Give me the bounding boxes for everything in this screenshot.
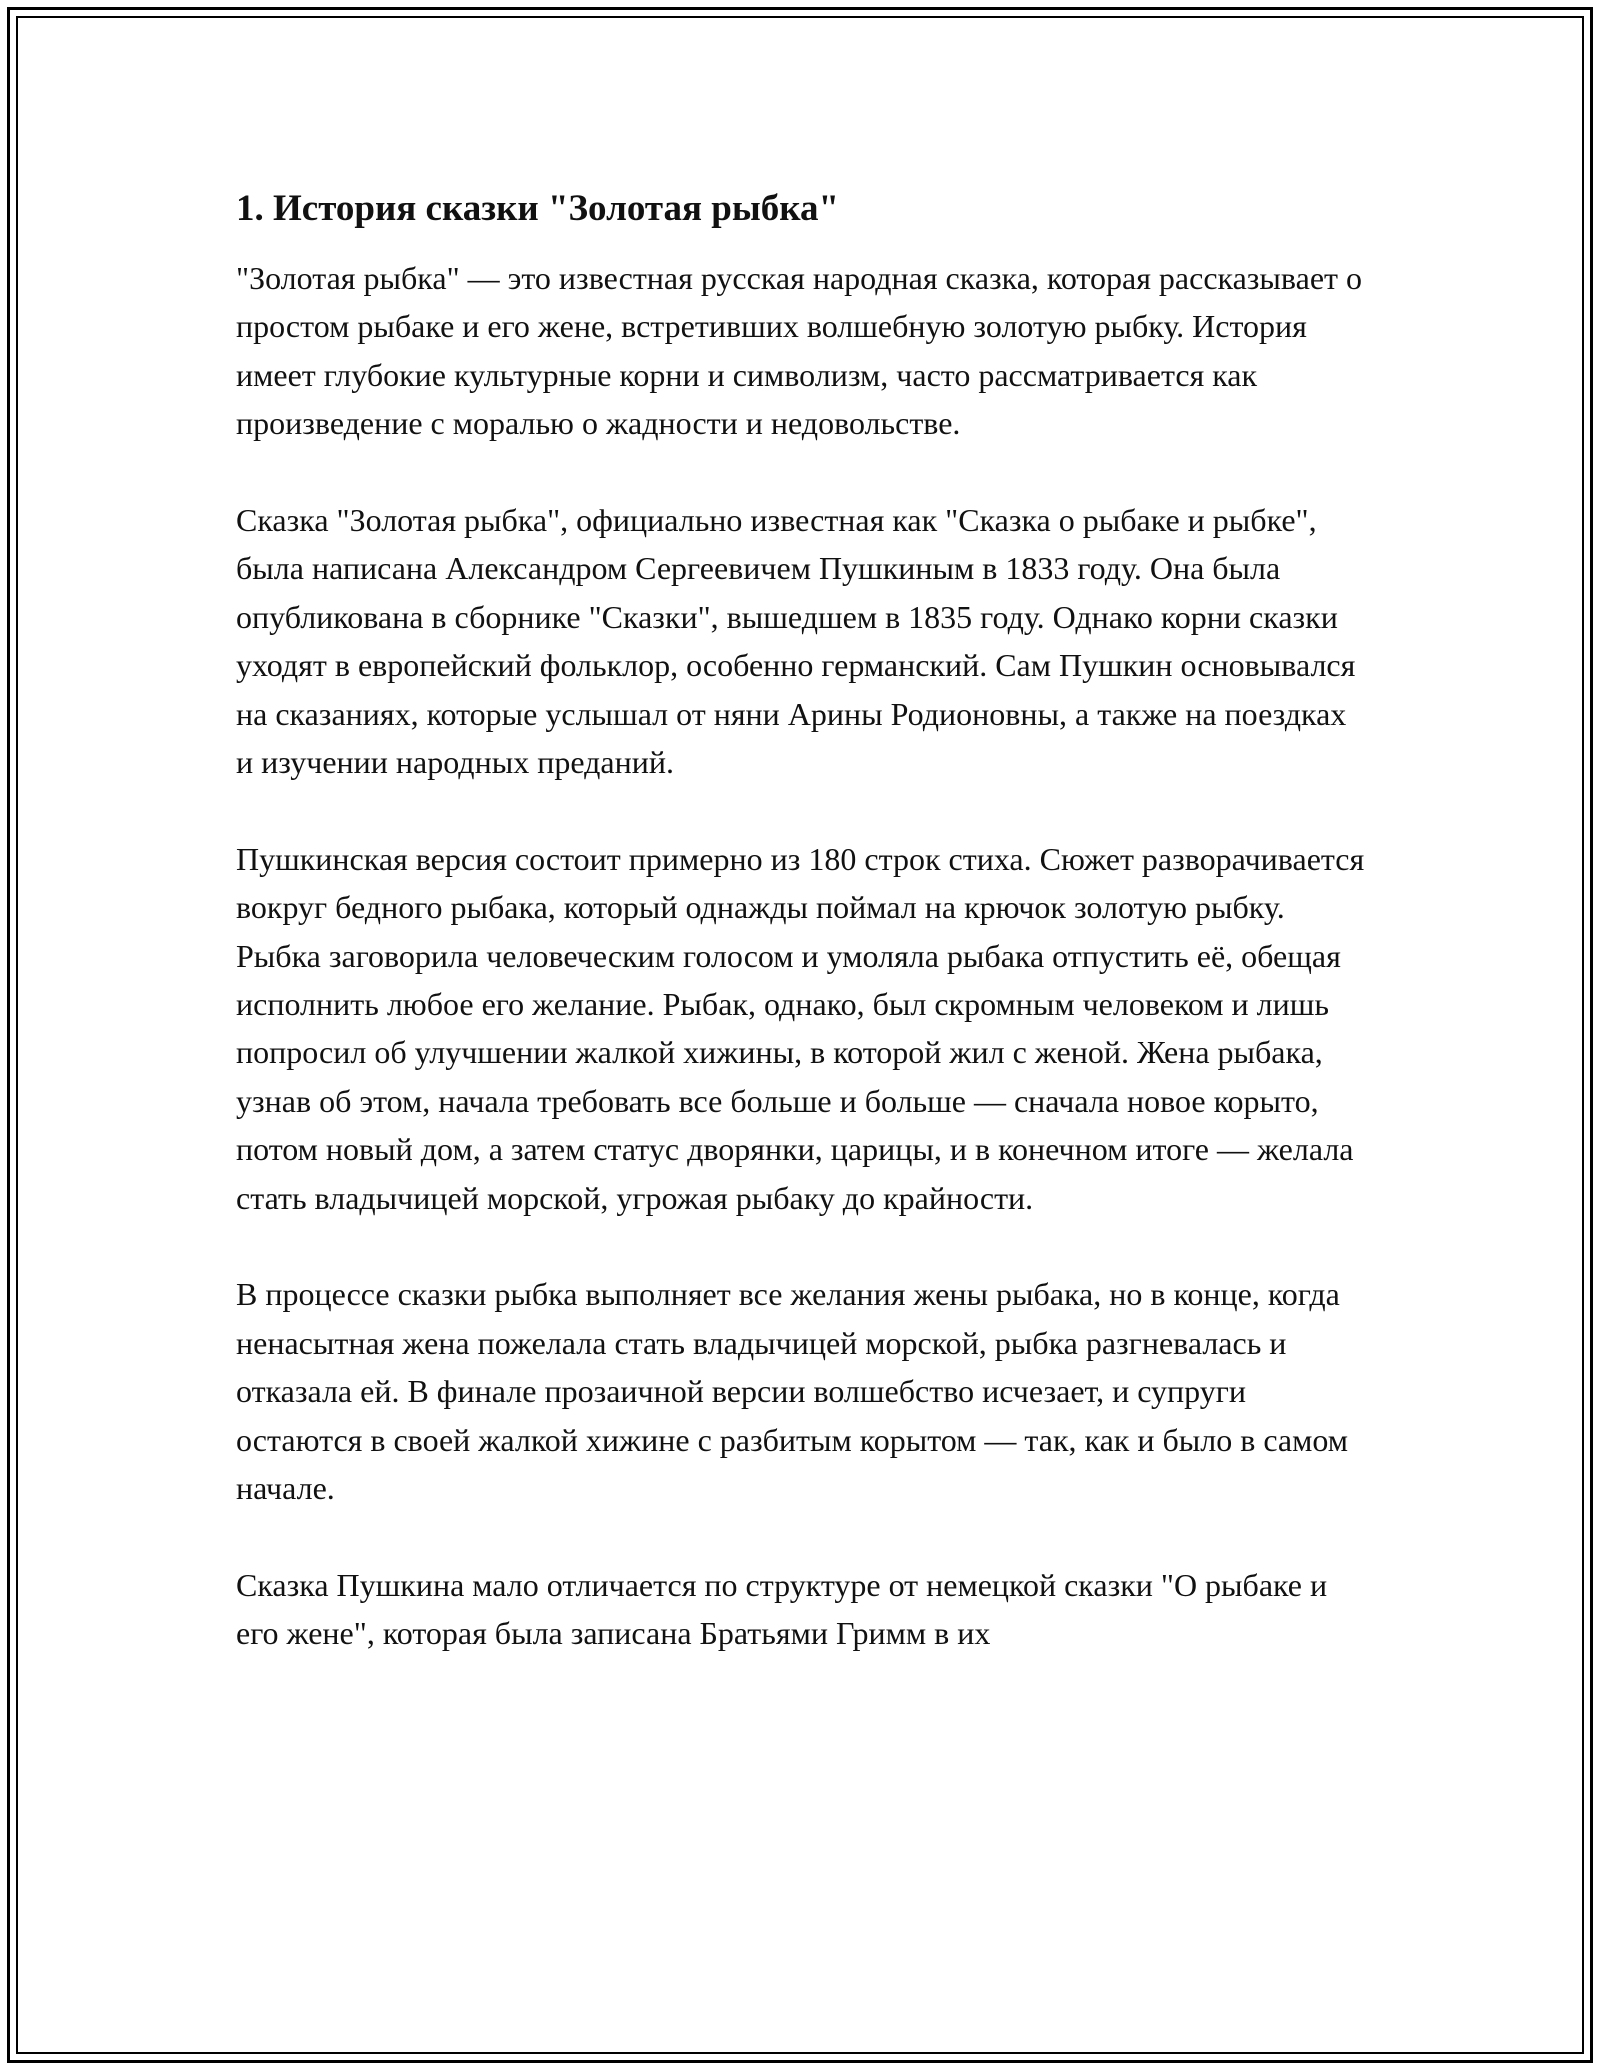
- paragraph-ending: В процессе сказки рыбка выполняет все желания жены рыбака, но в конце, когда ненасытная жена пожелала стать владычицей морской, рыбка разгневалась и отказала ей. В финале прозаичной версии волшебство исчезает, и супруги остаются в своей жалкой хижине с разбитым корытом — так, как и было в самом начале.: [236, 1276, 1348, 1507]
- paragraph-plot: Пушкинская версия состоит примерно из 180 строк стиха. Сюжет разворачивается вокруг бедного рыбака, который однажды поймал на крючок золотую рыбку. Рыбка заговорила человеческим голосом и умоляла рыбака отпустить её, обещая исполнить любое его желание. Рыбак, однако, был скромным человеком и лишь попросил об улучшении жалкой хижины, в которой жил с женой. Жена рыбака, узнав об этом, начала требовать все больше и больше — сначала новое корыто, потом новый дом, а затем статус дворянки, царицы, и в конечном итоге — желала стать владычицей морской, угрожая рыбаку до крайности.: [236, 840, 1365, 1216]
- paragraph-intro: "Золотая рыбка" — это известная русская народная сказка, которая рассказывает о простом рыбаке и его жене, встретивших волшебную золотую рыбку. История имеет глубокие культурные корни и символизм, часто рассматривается как произведение с моралью о жадности и недовольстве.: [236, 260, 1362, 442]
- paragraph-authorship: Сказка "Золотая рыбка", официально известная как "Сказка о рыбаке и рыбке", была написана Александром Сергеевичем Пушкиным в 1833 году. Она была опубликована в сборнике "Сказки", вышедшем в 1835 году. Однако корни сказки уходят в европейский фольклор, особенно германский. Сам Пушкин основывался на сказаниях, которые услышал от няни Арины Родионовны, а также на поездках и изучении народных преданий.: [236, 502, 1356, 781]
- document-body: [236, 186, 1366, 1658]
- section-heading: 1. История сказки "Золотая рыбка": [236, 188, 840, 229]
- paragraph-comparison: Сказка Пушкина мало отличается по структуре от немецкой сказки "О рыбаке и его жене", которая была записана Братьями Гримм в их: [236, 1566, 1328, 1652]
